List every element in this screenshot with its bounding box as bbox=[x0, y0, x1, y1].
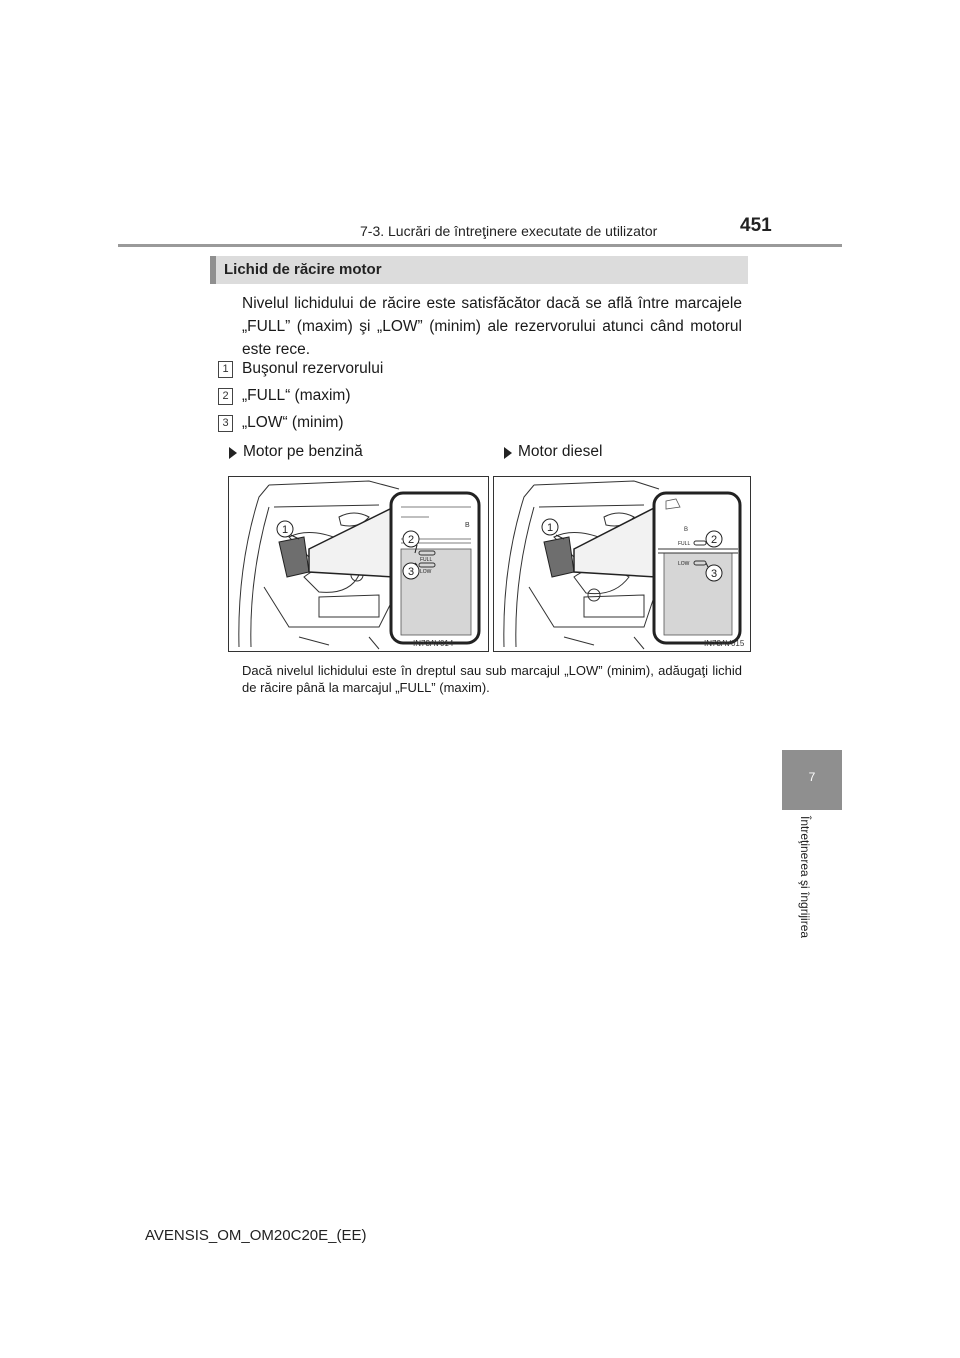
footer-doc-code: AVENSIS_OM_OM20C20E_(EE) bbox=[145, 1227, 367, 1244]
item-number-2: 2 bbox=[218, 388, 233, 405]
mark-full-text: FULL bbox=[678, 541, 691, 547]
mark-b-text: B bbox=[684, 527, 689, 533]
item-number-1: 1 bbox=[218, 361, 233, 378]
callout-3: 3 bbox=[710, 568, 718, 580]
callout-2: 2 bbox=[710, 534, 718, 546]
section-title: Lichid de răcire motor bbox=[224, 261, 382, 278]
mark-low-text: LOW bbox=[678, 561, 690, 567]
figure-petrol-engine bbox=[228, 476, 489, 652]
chapter-number: 7 bbox=[808, 770, 816, 784]
item-label-3: „LOW“ (minim) bbox=[242, 414, 344, 431]
callout-1: 1 bbox=[546, 522, 554, 534]
item-number-3: 3 bbox=[218, 415, 233, 432]
callout-2: 2 bbox=[407, 534, 415, 546]
page-number: 451 bbox=[740, 215, 772, 236]
reservoir-shape bbox=[279, 537, 309, 577]
running-header-title: 7-3. Lucrări de întreţinere executate de utilizator bbox=[360, 223, 658, 239]
note-paragraph: Dacă nivelul lichidului este în dreptul sau sub marcajul „LOW” (minim), adăugaţi lichid de răcire până la marcajul „FULL” (maxim). bbox=[242, 663, 742, 695]
item-label-2: „FULL“ (maxim) bbox=[242, 387, 351, 404]
figure-diesel-engine bbox=[493, 476, 751, 652]
figure-label-diesel: Motor diesel bbox=[518, 443, 603, 460]
engine-bay-illustration bbox=[229, 477, 488, 651]
bullet-arrow-icon bbox=[504, 447, 512, 459]
figure-code: IN73AV014 bbox=[413, 639, 454, 648]
bullet-arrow-icon bbox=[229, 447, 237, 459]
callout-3: 3 bbox=[407, 566, 415, 578]
chapter-title: Întreţinerea şi îngrijirea bbox=[798, 816, 812, 939]
callout-1: 1 bbox=[281, 524, 289, 536]
header-rule bbox=[118, 244, 842, 247]
mark-low-text: LOW bbox=[420, 569, 432, 575]
mark-full-text: FULL bbox=[420, 557, 433, 563]
item-label-1: Buşonul rezervorului bbox=[242, 360, 384, 377]
engine-bay-illustration bbox=[494, 477, 750, 651]
mark-b-text: B bbox=[465, 522, 470, 529]
reservoir-shape bbox=[544, 537, 574, 577]
figure-code: IN73AV015 bbox=[704, 639, 745, 648]
intro-paragraph: Nivelul lichidului de răcire este satisfăcător dacă se află între marcajele „FULL” (maxim) şi „LOW” (minim) ale rezervorului atunci când motorul este rece. bbox=[242, 295, 742, 358]
figure-label-petrol: Motor pe benzină bbox=[243, 443, 363, 460]
